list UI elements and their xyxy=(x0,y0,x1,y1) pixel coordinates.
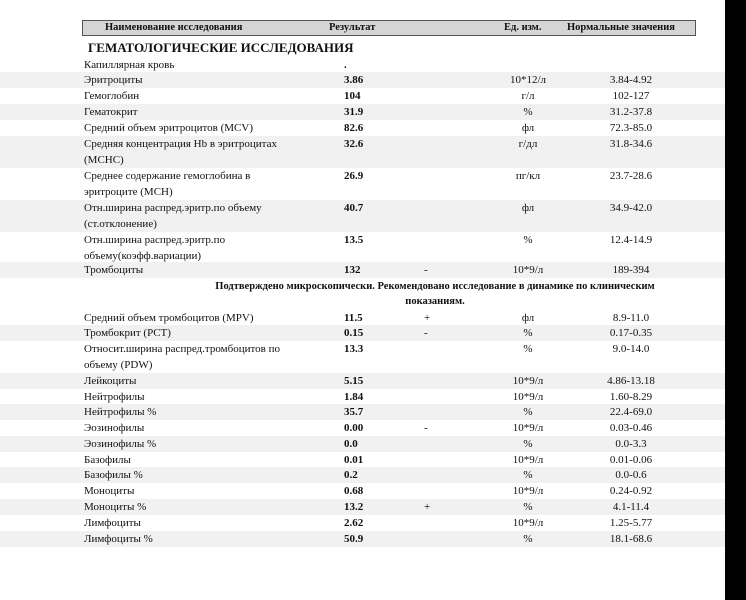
table-row xyxy=(0,452,725,468)
test-name: Среднее содержание гемоглобина в эритроците (MCH) xyxy=(84,170,251,198)
deviation-flag: - xyxy=(424,422,428,434)
test-name: Отн.ширина распред.эритр.по объему(коэфф.вариации) xyxy=(84,234,226,262)
reference-range: 0.0-3.3 xyxy=(615,438,647,450)
reference-range: 12.4-14.9 xyxy=(609,234,653,246)
unit: фл xyxy=(521,202,535,214)
result-value: 11.5 xyxy=(344,312,363,324)
section-title: ГЕМАТОЛОГИЧЕСКИЕ ИССЛЕДОВАНИЯ xyxy=(88,40,354,55)
test-name: Эозинофилы xyxy=(84,422,145,434)
test-name: Тромбоциты xyxy=(84,264,144,276)
test-name: Базофилы xyxy=(84,454,131,466)
test-name: Моноциты xyxy=(84,485,135,497)
reference-range: 9.0-14.0 xyxy=(612,343,650,355)
table-row xyxy=(0,404,725,420)
table-row xyxy=(0,104,725,120)
reference-range: 31.8-34.6 xyxy=(609,138,653,150)
header-unit: Ед. изм. xyxy=(504,22,542,33)
result-value: 0.15 xyxy=(344,327,364,339)
reference-range: 4.86-13.18 xyxy=(607,375,655,387)
microscopy-note: Подтверждено микроскопически. Рекомендовано исследование в динамике по клиническим показаниям. xyxy=(215,281,655,307)
result-value: 13.5 xyxy=(344,234,364,246)
test-name: Тромбокрит (PCT) xyxy=(84,327,171,339)
result-value: 0.0 xyxy=(344,438,358,450)
reference-range: 1.25-5.77 xyxy=(609,517,653,529)
deviation-flag: - xyxy=(424,264,428,276)
result-value: 2.62 xyxy=(344,517,364,529)
test-name: Относит.ширина распред.тромбоцитов по объему (PDW) xyxy=(84,343,280,371)
unit: % xyxy=(523,533,533,545)
reference-range: 0.24-0.92 xyxy=(609,485,653,497)
table-header xyxy=(82,20,696,36)
unit: фл xyxy=(521,122,535,134)
reference-range: 72.3-85.0 xyxy=(609,122,653,134)
header-result: Результат xyxy=(329,22,376,33)
table-row xyxy=(0,72,725,88)
unit: фл xyxy=(521,312,535,324)
reference-range: 8.9-11.0 xyxy=(612,312,650,324)
unit: 10*12/л xyxy=(509,74,547,86)
unit: 10*9/л xyxy=(512,264,544,276)
unit: г/дл xyxy=(518,138,538,150)
test-name: Лимфоциты xyxy=(84,517,141,529)
table-row xyxy=(0,467,725,483)
unit: % xyxy=(523,501,533,513)
test-name: Гематокрит xyxy=(84,106,138,118)
unit: % xyxy=(523,438,533,450)
reference-range: 0.17-0.35 xyxy=(609,327,653,339)
result-value: 50.9 xyxy=(344,533,364,545)
test-name: Средний объем тромбоцитов (MPV) xyxy=(84,312,254,324)
reference-range: 22.4-69.0 xyxy=(609,406,653,418)
reference-range: 189-394 xyxy=(612,264,650,276)
reference-range: 3.84-4.92 xyxy=(609,74,653,86)
test-name: Гемоглобин xyxy=(84,90,140,102)
header-norm: Нормальные значения xyxy=(567,22,675,33)
table-row xyxy=(0,499,725,515)
result-value: 5.15 xyxy=(344,375,364,387)
test-name: Капиллярная кровь xyxy=(84,59,175,71)
unit: 10*9/л xyxy=(512,454,544,466)
table-row xyxy=(0,373,725,389)
reference-range: 23.7-28.6 xyxy=(609,170,653,182)
table-row xyxy=(0,168,725,200)
deviation-flag: + xyxy=(424,501,431,513)
unit: 10*9/л xyxy=(512,517,544,529)
table-row xyxy=(0,136,725,168)
unit: % xyxy=(523,106,533,118)
result-value: 0.2 xyxy=(344,469,358,481)
test-name: Нейтрофилы xyxy=(84,391,145,403)
result-value: 26.9 xyxy=(344,170,364,182)
test-name: Лейкоциты xyxy=(84,375,137,387)
result-value: 0.01 xyxy=(344,454,364,466)
test-name: Базофилы % xyxy=(84,469,143,481)
deviation-flag: + xyxy=(424,312,431,324)
result-value: 40.7 xyxy=(344,202,364,214)
reference-range: 0.01-0.06 xyxy=(609,454,653,466)
reference-range: 4.1-11.4 xyxy=(612,501,650,513)
table-row xyxy=(0,515,725,531)
table-row xyxy=(0,120,725,136)
result-value: 32.6 xyxy=(344,138,364,150)
result-value: 35.7 xyxy=(344,406,364,418)
result-value: 31.9 xyxy=(344,106,364,118)
table-row xyxy=(0,325,725,341)
test-name: Эозинофилы % xyxy=(84,438,157,450)
test-name: Эритроциты xyxy=(84,74,143,86)
table-row xyxy=(0,200,725,232)
test-name: Лимфоциты % xyxy=(84,533,153,545)
reference-range: 0.03-0.46 xyxy=(609,422,653,434)
test-name: Средний объем эритроцитов (MCV) xyxy=(84,122,254,134)
test-name: Средняя концентрация Hb в эритроцитах (MCHC) xyxy=(84,138,277,166)
result-value: 0.00 xyxy=(344,422,364,434)
result-value: 13.3 xyxy=(344,343,364,355)
reference-range: 102-127 xyxy=(612,90,650,102)
table-row xyxy=(0,88,725,104)
reference-range: 18.1-68.6 xyxy=(609,533,653,545)
reference-range: 0.0-0.6 xyxy=(615,469,647,481)
unit: % xyxy=(523,343,533,355)
reference-range: 1.60-8.29 xyxy=(609,391,653,403)
unit: г/л xyxy=(521,90,535,102)
table-row xyxy=(0,389,725,405)
table-row xyxy=(0,483,725,499)
table-row xyxy=(0,310,725,326)
reference-range: 31.2-37.8 xyxy=(609,106,653,118)
unit: 10*9/л xyxy=(512,375,544,387)
test-name: Нейтрофилы % xyxy=(84,406,157,418)
unit: % xyxy=(523,469,533,481)
result-value: 1.84 xyxy=(344,391,364,403)
unit: % xyxy=(523,406,533,418)
reference-range: 34.9-42.0 xyxy=(609,202,653,214)
result-value: 3.86 xyxy=(344,74,364,86)
unit: 10*9/л xyxy=(512,485,544,497)
result-value: 0.68 xyxy=(344,485,364,497)
result-value: 82.6 xyxy=(344,122,364,134)
unit: 10*9/л xyxy=(512,422,544,434)
header-name: Наименование исследования xyxy=(105,22,243,33)
unit: % xyxy=(523,234,533,246)
table-row xyxy=(0,262,725,278)
table-row xyxy=(0,341,725,373)
result-value: . xyxy=(344,59,347,71)
test-name: Отн.ширина распред.эритр.по объему (ст.отклонение) xyxy=(84,202,262,230)
unit: пг/кл xyxy=(515,170,541,182)
unit: 10*9/л xyxy=(512,391,544,403)
table-row xyxy=(0,420,725,436)
table-row xyxy=(0,57,725,73)
table-row xyxy=(0,531,725,547)
test-name: Моноциты % xyxy=(84,501,147,513)
result-value: 13.2 xyxy=(344,501,364,513)
table-row xyxy=(0,436,725,452)
unit: % xyxy=(523,327,533,339)
table-row xyxy=(0,232,725,264)
result-value: 132 xyxy=(344,264,361,276)
result-value: 104 xyxy=(344,90,361,102)
deviation-flag: - xyxy=(424,327,428,339)
